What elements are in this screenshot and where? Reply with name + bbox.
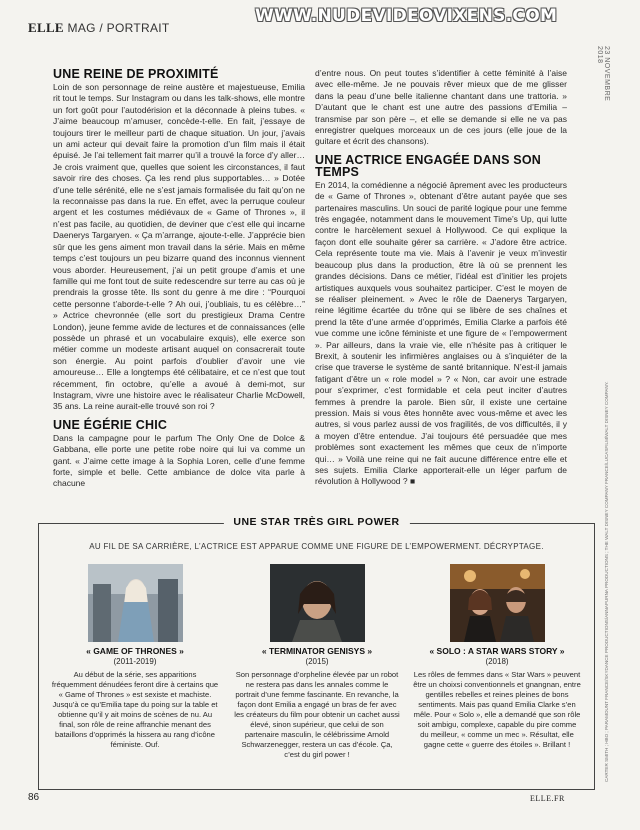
brand-logo: ELLE: [28, 20, 64, 35]
photo-solo-star-wars: [450, 564, 545, 642]
box-subtitle: AU FIL DE SA CARRIÈRE, L’ACTRICE EST APPARUE COMME UNE FIGURE DE L’EMPOWERMENT. DÉCRYPTAGE.: [89, 542, 544, 551]
watermark: WWW.NUDEVIDEOVIXENS.COM: [255, 6, 558, 26]
card-years: (2015): [305, 657, 329, 666]
card-text: Au début de la série, ses apparitions fréquemment dénudées feront dire à certains que « Game of Thrones » est sexiste et machiste. Jusqu’à ce qu’Emilia tape du poing sur la table et obtienne qu’il y ait moins de scènes de nu. Au final, son rôle de reine affranchie menant des bataillons d’opprimés la hissera au rang d’icône féministe. Ouf.: [51, 670, 219, 749]
heading-reine-proximite: UNE REINE DE PROXIMITÉ: [53, 67, 219, 81]
photo-game-of-thrones: [88, 564, 183, 642]
photo-terminator-genisys: [270, 564, 365, 642]
paragraph: En 2014, la comédienne a négocié âprement avec les producteurs de « Game of Thrones », obtenant d’être autant payée que ses partenaires masculins. Un souci de parité logique pour une femme très engagée, notamment dans le mouvement Time’s Up, qui lutte contre le harcèlement sexuel à Hollywood. Ce qui explique la façon dont elle souhaite gérer sa carrière. « J’adore être actrice. Cela représente toute ma vie. Mais à l’avenir je veux m’investir beaucoup plus dans la production, être là où se prennent les grandes décisions. Dans ce métier, l’idéal est d’initier les projets artistiques auxquels vous souhaitez participer. C’est le moyen de se réaliser pleinement. » Avec le rôle de Daenerys Targaryen, reine légitime écartée du trône qui se libère de ses chaînes et prend la tête d’une armée d’opprimés, Emilia Clarke a parfois été vue comme une icône féministe et une figure de « l’empowerment ». Par ailleurs, dans la vraie vie, elle n’hésite pas à critiquer le Brexit, à soutenir les infirmières anglaises ou à s’inquiéter de la crise que traverse le système de santé britannique. N’est-il jamais fatigant d’être un « role model » ? « Non, car avoir une estrade pour s’exprimer, c’est formidable et cela peut inciter d’autres femmes à prendre la parole. Bien sûr, il existe une certaine pression. Mais si vous êtes honnête avec vous-même et avec les autres, si vous parlez aussi de vos fragilités, de vos difficultés, il y a moyen d’être entendue. J’ai toujours été persuadée que mes problèmes sont exactement les mêmes que ceux de n’importe qui… » Voilà une reine qui ne fait aucune différence entre elle et ses sujets. Emilia Clarke apporterait-elle un léger parfum de révolution à Hollywood ? ■: [315, 179, 567, 487]
article-column-left: [53, 68, 305, 496]
section-label: MAG / PORTRAIT: [67, 21, 170, 35]
card-game-of-thrones: [51, 564, 219, 750]
card-years: (2011-2019): [113, 657, 157, 666]
page-header: [28, 20, 170, 36]
card-title: « SOLO : A STAR WARS STORY »: [429, 646, 565, 656]
card-text: Les rôles de femmes dans « Star Wars » peuvent être un choixsi conventionnels et gnangnan, entre gentilles rebelles et reines pleines de bons sentiments. Mais pas quand Emilia Clarke s’en mêle. Pour « Solo », elle a demandé que son rôle soit ambigu, complexe, capable du pire comme du meilleur, « comme un mec ». Résultat, elle gagne cette « guerre des étoiles ». Brillant !: [413, 670, 581, 749]
sidebar-box-girl-power: [38, 516, 595, 790]
page-number: 86: [28, 792, 40, 803]
card-years: (2018): [485, 657, 509, 666]
paragraph: Loin de son personnage de reine austère et majestueuse, Emilia rit tout le temps. Sur Instagram ou dans les talk-shows, elle montre un fort goût pour l’autodérision et la déconnade à pleins tubes. « J’aime beaucoup m’amuser, concède-t-elle. En fait, j’essaye de toujours tirer le meilleur parti de chaque situation. Un jour, j’avais un ami acteur qui devait faire la promotion d’un film mais il était épuisé. Je l’ai tellement fait marrer qu’il a trouvé la force d’y aller… Je crois vraiment que, quelles que soient les circonstances, il faut savoir rire des choses. Ça les rend plus supportables… » Dotée d’une telle sérénité, elle ne s’est jamais formalisée du fait qu’on ne la reconnaisse pas dans la rue. En effet, avec la perruque couleur argent et les costumes médiévaux de « Game of Thrones », il n’est pas facile, au quotidien, de deviner que c’est elle qui incarne Daenerys Targaryen. « Ça m’arrange, ajoute-t-elle. J’apprécie bien sûr que les gens aiment mon travail dans la série. Mais en même temps c’est toujours un peu bizarre quand des inconnus viennent vous aborder. Heureusement, j’ai un petit groupe d’amis et une famille qui me font tout de suite redescendre sur terre au cas où je prendrais la grosse tête. Ils sont du genre à me dire : “Pourquoi cette personne t’aborde-t-elle ? Ah oui, j’oubliais, tu es célèbre…” » Actrice chevronnée (elle sort du prestigieux Drama Centre London), jeune femme avide de lectures et de connaissances (elle possède un phrasé et un vocabulaire exquis), elle exerce son métier comme un modeste artisant auquel on consacrerait toute son énergie. Au point parfois d’oublier d’avoir une vie amoureuse… Elle a longtemps été célibataire, et ce n’est que tout récemment, fin octobre, qu’elle a avoué à demi-mot, sur Instagram, vivre une histoire avec le réalisateur Charlie McDowell, 35 ans. La reine aurait-elle trouvé son roi ?: [53, 82, 305, 412]
paragraph: d’entre nous. On peut toutes s’identifier à cette féminité à l’aise avec elle-même. Je ne pouvais rêver mieux que de me glisser dans la peau d’une belle italienne chantant dans une trattoria. » D’autant que le chant est une autre des passions d’Emilia – transmise par son père –, et elle se demande si elle ne va pas enregistrer quelques morceaux un de ces jours (elle joue de la guitare et écrit des chansons).: [315, 68, 567, 147]
card-title: « TERMINATOR GENISYS »: [261, 646, 373, 656]
photo-credits: CARTER SMITH ; HBO ; PARAMOUNT FRANCE/SKYDANCE PRODUCTIONS/ANNAPURNA PRODUCTIONS ; THE WALT DISNEY COMPANY FRANCE/LUCASFILM/WALT DISNEY COMPANY.: [604, 381, 609, 782]
side-date: 23 NOVEMBRE 2018: [596, 46, 610, 102]
card-title: « GAME OF THRONES »: [86, 646, 184, 656]
paragraph: Dans la campagne pour le parfum The Only One de Dolce & Gabbana, elle porte une petite robe noire qui lui va comme un gant. « J’aime cette image à la Sophia Loren, celle d’une femme forte, simple et belle. Cette ambiance de dolce vita parle à chacune: [53, 432, 305, 489]
card-terminator-genisys: [233, 564, 401, 760]
article-column-right: [315, 68, 567, 494]
heading-egerie-chic: UNE ÉGÉRIE CHIC: [53, 417, 168, 432]
footer-site: ELLE.FR: [530, 794, 565, 803]
heading-actrice-engagee: UNE ACTRICE ENGAGÉE DANS SON TEMPS: [315, 152, 541, 179]
box-title: UNE STAR TRÈS GIRL POWER: [223, 516, 409, 528]
card-text: Son personnage d’orpheline élevée par un robot ne restera pas dans les annales comme le portrait d’une femme fascinante. En revanche, la façon dont Emilia a engagé un bras de fer avec les créateurs du film pour obtenir un cachet aussi élevé, sinon supérieur, que celui de son partenaire masculin, le célébrissime Arnold Schwarzenegger, restera un cas d’école. Ça, c’est du girl power !: [234, 670, 400, 759]
card-solo-star-wars: [413, 564, 581, 750]
